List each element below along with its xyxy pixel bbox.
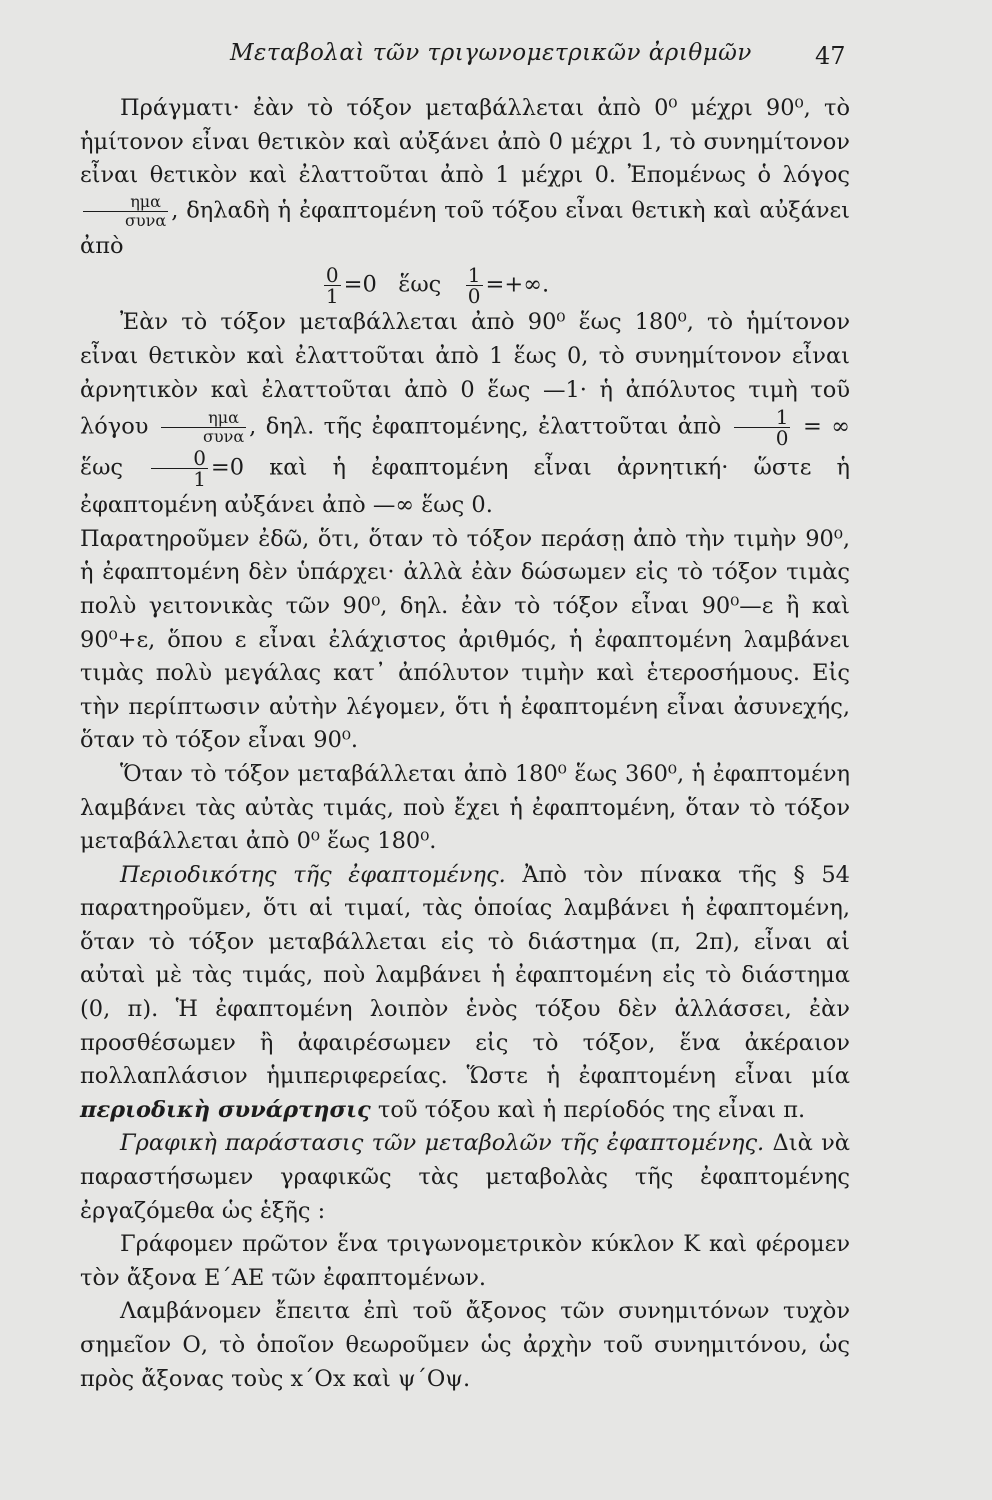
page-number: 47 bbox=[815, 42, 846, 70]
fraction-denominator: 1 bbox=[325, 284, 339, 309]
chapter-title: Μεταβολαὶ τῶν τριγωνομετρικῶν ἀριθμῶν bbox=[230, 40, 752, 66]
p2-text-a: Ἐὰν τὸ τόξον μεταβάλλεται ἀπὸ 90⁰ ἕως 180⁰, τὸ ἡμίτονον εἶναι θετικὸν καὶ ἐλαττοῦται ἀπὸ 1 ἕως 0, τὸ συνημίτονον εἶναι ἀρνητικὸν καὶ ἐλαττοῦται ἀπὸ 0 ἕως —1· ἡ ἀπόλυτος τιμὴ τοῦ λόγου bbox=[80, 309, 850, 440]
paragraph-5 bbox=[80, 859, 850, 1128]
paragraph-3: Παρατηροῦμεν ἐδῶ, ὅτι, ὅταν τὸ τόξον περάσῃ ἀπὸ τὴν τιμὴν 90⁰, ἡ ἐφαπτομένη δὲν ὑπάρχει· ἀλλὰ ἐὰν δώσωμεν εἰς τὸ τόξον τιμὰς πολὺ γειτονικὰς τῶν 90⁰, δηλ. ἐὰν τὸ τόξον εἶναι 90⁰—ε ἢ καὶ 90⁰+ε, ὅπου ε εἶναι ἐλάχιστος ἀριθμός, ἡ ἐφαπτομένη λαμβάνει τιμὰς πολὺ μεγάλας κατ᾿ ἀπόλυτον τιμὴν καὶ ἑτεροσήμους. Εἰς τὴν περίπτωσιν αὐτὴν λέγομεν, ὅτι ἡ ἐφαπτομένη εἶναι ἀσυνεχής, ὅταν τὸ τόξον εἶναι 90⁰. bbox=[80, 525, 850, 754]
paragraph-4: Ὅταν τὸ τόξον μεταβάλλεται ἀπὸ 180⁰ ἕως 360⁰, ἡ ἐφαπτομένη λαμβάνει τὰς αὐτὰς τιμάς, ποὺ ἔχει ἡ ἐφαπτομένη, ὅταν τὸ τόξον μεταβάλλεται ἀπὸ 0⁰ ἕως 180⁰. bbox=[80, 760, 850, 855]
fraction-numerator: 0 bbox=[151, 448, 208, 469]
formula-fraction-1 bbox=[324, 263, 341, 309]
p5-text-a: Ἀπὸ τὸν πίνακα τῆς § 54 παρατηροῦμεν, ὅτι αἱ τιμαί, τὰς ὁποίας λαμβάνει ἡ ἐφαπτομένη, ὅταν τὸ τόξον μεταβάλλεται εἰς τὸ διάστημα (π, 2π), εἶναι αἱ αὐταὶ μὲ τὰς τιμάς, ποὺ λαμβάνει ἡ ἐφαπτομένη εἰς τὸ διάστημα (0, π). Ἡ ἐφαπτομένη λοιπὸν ἑνὸς τόξου δὲν ἀλλάσσει, ἐὰν προσθέσωμεν ἢ ἀφαιρέσωμεν εἰς τὸ τόξον, ἕνα ἀκέραιον πολλαπλάσιον ἡμιπεριφερείας. Ὥστε ἡ ἐφαπτομένη εἶναι μία bbox=[80, 861, 850, 1090]
paragraph-6 bbox=[80, 1127, 850, 1228]
p1-text-b: , δηλαδὴ ἡ ἐφαπτομένη τοῦ τόξου εἶναι θετικὴ καὶ αὐξάνει ἀπὸ bbox=[80, 197, 850, 259]
fraction-denominator: συνα bbox=[125, 210, 167, 230]
formula-1 bbox=[80, 263, 850, 309]
section-heading-graph: Γραφικὴ παράστασις τῶν μεταβολῶν τῆς ἐφαπτομένης. bbox=[120, 1130, 765, 1157]
emphasis-periodic-function: περιοδικὴ συνάρτησις bbox=[80, 1096, 371, 1123]
paragraph-8: Λαμβάνομεν ἔπειτα ἐπὶ τοῦ ἄξονος τῶν συνημιτόνων τυχὸν σημεῖον Ο, τὸ ὁποῖον θεωροῦμεν ὡς ἀρχὴν τοῦ συνημιτόνου, ὡς πρὸς ἄξονας τοὺς x΄Ox καὶ ψ΄Οψ. bbox=[80, 1298, 850, 1392]
section-heading-periodicity: Περιοδικότης τῆς ἐφαπτομένης. bbox=[120, 861, 506, 888]
p2-text-d: =0 καὶ ἡ ἐφαπτομένη εἶναι ἀρνητική· ὥστε ἡ ἐφαπτομένη αὐξάνει ἀπὸ —∞ ἕως 0. bbox=[80, 454, 850, 519]
formula-eq-1: =0 bbox=[343, 271, 377, 298]
paragraph-2 bbox=[80, 306, 850, 522]
fraction-denominator: 0 bbox=[775, 426, 789, 451]
formula-eq-2: =+∞. bbox=[485, 271, 550, 298]
formula-word: ἕως bbox=[398, 271, 442, 298]
p2-text-c: = ∞ ἕως bbox=[80, 413, 851, 481]
paragraph-7: Γράφομεν πρῶτον ἕνα τριγωνομετρικὸν κύκλον Κ καὶ φέρομεν τὸν ἄξονα Ε΄ΑΕ τῶν ἐφαπτομένων. bbox=[80, 1231, 850, 1291]
paragraph-1 bbox=[80, 92, 850, 263]
body-text bbox=[80, 92, 850, 1396]
fraction-numerator: 1 bbox=[734, 407, 791, 428]
formula-fraction-2 bbox=[466, 263, 483, 309]
fraction-numerator: ημα bbox=[161, 409, 246, 428]
fraction-numerator: 1 bbox=[467, 263, 481, 288]
inline-fraction-1 bbox=[734, 405, 791, 451]
p2-text-b: , δηλ. τῆς ἐφαπτομένης, ἐλαττοῦται ἀπὸ bbox=[249, 413, 722, 440]
running-header bbox=[0, 40, 992, 80]
p6-text: Διὰ νὰ παραστήσωμεν γραφικῶς τὰς μεταβολὰς τῆς ἐφαπτομένης ἐργαζόμεθα ὡς ἑξῆς : bbox=[80, 1130, 850, 1224]
inline-fraction-2 bbox=[151, 446, 208, 492]
p5-text-b: τοῦ τόξου καὶ ἡ περίοδός της εἶναι π. bbox=[370, 1096, 806, 1123]
ratio-fraction-2 bbox=[161, 409, 246, 446]
fraction-denominator: συνα bbox=[202, 427, 245, 447]
fraction-denominator: 0 bbox=[467, 284, 481, 309]
fraction-numerator: 0 bbox=[325, 263, 339, 288]
fraction-numerator: ημα bbox=[83, 193, 168, 212]
p1-text-a: Πράγματι· ἐὰν τὸ τόξον μεταβάλλεται ἀπὸ 0⁰ μέχρι 90⁰, τὸ ἡμίτονον εἶναι θετικὸν καὶ αὐξάνει ἀπὸ 0 μέχρι 1, τὸ συνημίτονον εἶναι θετικὸν καὶ ἐλαττοῦται ἀπὸ 1 μέχρι 0. Ἐπομένως ὁ λόγος bbox=[80, 95, 850, 189]
fraction-denominator: 1 bbox=[193, 467, 206, 492]
ratio-fraction bbox=[83, 193, 168, 230]
